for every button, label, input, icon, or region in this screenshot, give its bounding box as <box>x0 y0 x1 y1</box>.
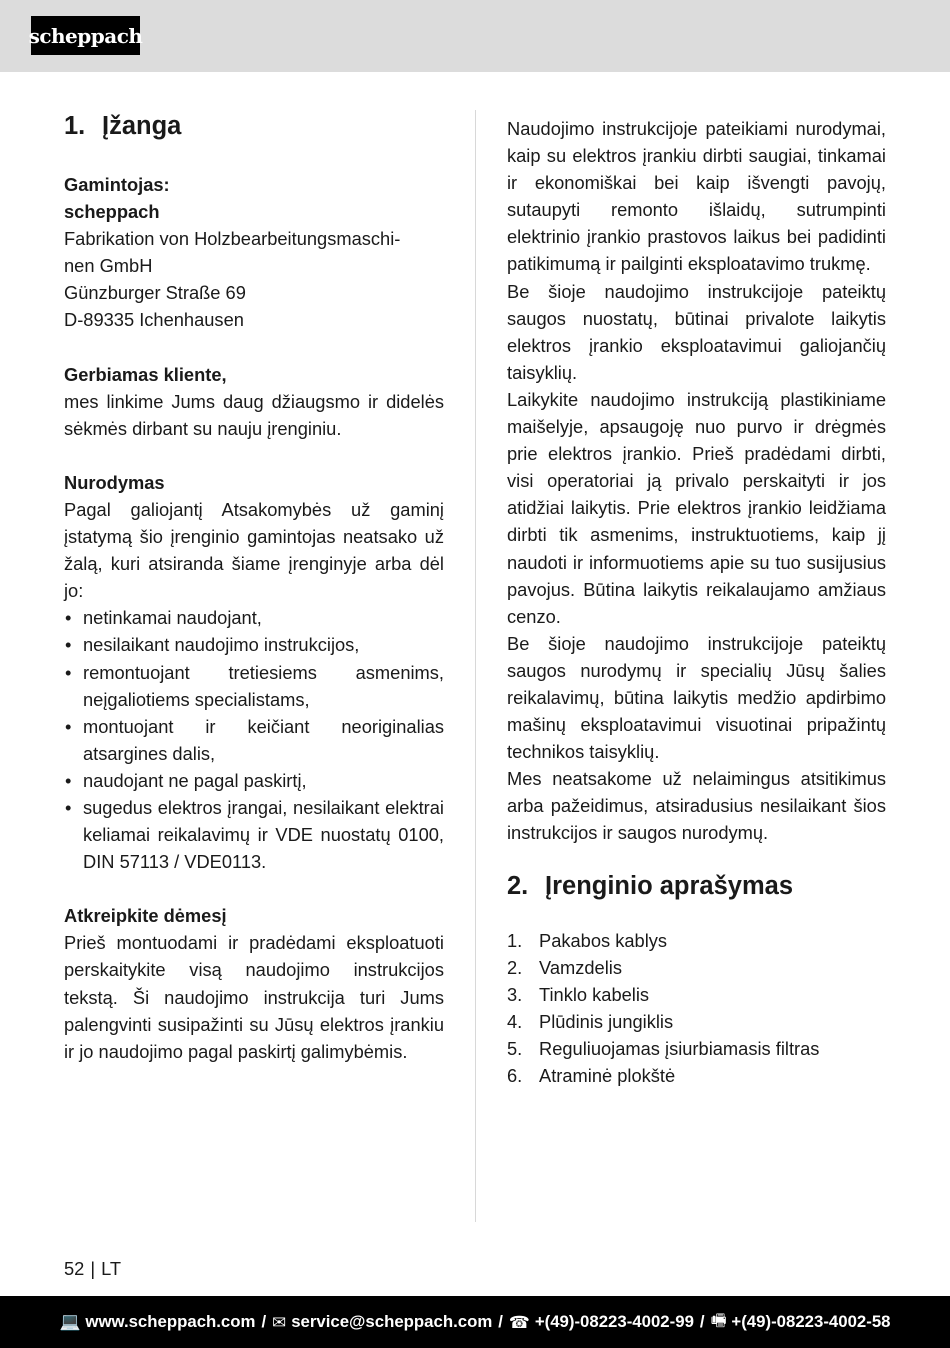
paragraph: Laikykite naudojimo instrukciją plastikiniame maišelyje, apsaugoję nuo purvo ir drėgmės prie elektros įrankio. Prieš pradėdami dirbti, visi operatoriai ją privalo perskaityti ir jos atidžiai laikytis. Prie elektros įrankio leidžiama dirbti tik asmenims, instruktuotiems, kaip jį naudoti ir informuotiems apie su tuo susijusius pavojus. Būtina laikytis reikalaujamo amžiaus cenzo. <box>507 388 886 627</box>
column-divider <box>475 110 476 1222</box>
right-column <box>507 0 886 1089</box>
contact-bar <box>0 1296 950 1348</box>
email-link[interactable]: service@scheppach.com <box>291 1312 493 1331</box>
note-text: Pagal galiojantį Atsakomybės už gaminį įstatymą šio įrenginio gamintojas neatsako už žalą, kuri atsiranda šiame įrenginyje arba dėl jo: <box>64 498 444 602</box>
section1-title: Įžanga <box>102 112 182 140</box>
item-label: Pakabos kablys <box>539 929 668 951</box>
item-label: Atraminė plokštė <box>539 1065 676 1086</box>
contact-separator: / <box>261 1312 267 1331</box>
phone-number: +(49)-08223-4002-99 <box>534 1312 694 1331</box>
manufacturer-name: scheppach <box>64 201 160 223</box>
note-heading: Nurodymas <box>64 471 165 493</box>
item-label: Reguliuojamas įsiurbiamasis filtras <box>539 1037 820 1059</box>
item-number: 5. <box>507 1037 523 1059</box>
scheppach-logo: scheppach <box>31 16 140 55</box>
address-line: nen GmbH <box>64 255 153 277</box>
address-line: Günzburger Straße 69 <box>64 282 246 304</box>
list-item <box>507 1062 886 1089</box>
item-number: 3. <box>507 983 523 1005</box>
section1-heading <box>64 109 444 143</box>
manufacturer-block <box>64 171 444 334</box>
list-item <box>507 927 886 954</box>
list-item: • nesilaikant naudojimo instrukcijos, <box>64 631 444 658</box>
fax-number: +(49)-08223-4002-58 <box>731 1312 891 1331</box>
manufacturer-label: Gamintojas: <box>64 174 170 195</box>
attention-block <box>64 902 444 1065</box>
item-label: Plūdinis jungiklis <box>539 1010 674 1032</box>
attention-text: Prieš montuodami ir pradėdami eksploatuoti perskaitykite visą naudojimo instrukcijos tekstą. Ši naudojimo instrukcija turi Jums palengvinti susipažinti su Jūsų elektros įrankiu ir jo naudojimo pagal paskirtį galimybėmis. <box>64 932 444 1062</box>
item-number: 4. <box>507 1010 523 1032</box>
greeting-text: mes linkime Jums daug džiaugsmo ir didelės sėkmės dirbant su nauju įrenginiu. <box>64 390 444 439</box>
left-column <box>64 0 444 1065</box>
address-line: Fabrikation von Holzbearbeitungsmaschi- <box>64 228 401 250</box>
item-label: Tinklo kabelis <box>539 983 650 1005</box>
greeting-block <box>64 361 444 442</box>
note-bullet-list <box>64 604 444 875</box>
contact-separator: / <box>498 1312 503 1331</box>
list-item: • naudojant ne pagal paskirtį, <box>64 767 444 794</box>
list-item: • remontuojant tretiesiems asmenims, neįgaliotiems specialistams, <box>64 659 444 713</box>
fax-icon: 🖷 <box>710 1310 727 1330</box>
contact-separator: / <box>699 1312 705 1331</box>
website-link[interactable]: www.scheppach.com <box>85 1312 256 1331</box>
address-line: D-89335 Ichenhausen <box>64 309 244 331</box>
attention-heading: Atkreipkite dėmesį <box>64 905 227 927</box>
list-item <box>507 954 886 981</box>
section2-title: Įrenginio aprašymas <box>545 871 794 900</box>
note-block <box>64 469 444 875</box>
page-separator: | <box>90 1258 96 1279</box>
section2-number: 2. <box>507 871 529 900</box>
list-item: • sugedus elektros įrangai, nesilaikant elektrai keliamai reikalavimų ir VDE nuostatų 0100, DIN 57113 / VDE0113. <box>64 794 444 875</box>
paragraph: Mes neatsakome už nelaimingus atsitikimus arba pažeidimus, atsiradusius nesilaikant šios instrukcijos ir saugos nurodymų. <box>507 768 886 844</box>
parts-list <box>507 927 886 1090</box>
section1-number: 1. <box>64 112 86 140</box>
section2-heading <box>507 869 886 903</box>
language-code: LT <box>101 1258 122 1279</box>
intro-paragraphs <box>507 115 886 847</box>
item-label: Vamzdelis <box>539 956 622 978</box>
page-number: 52 <box>64 1258 85 1279</box>
item-number: 1. <box>507 929 523 951</box>
paragraph: Be šioje naudojimo instrukcijoje pateiktų saugos nuostatų, būtinai privalote laikytis elektros įrankio eksploatavimui galiojančių taisyklių. <box>507 280 886 383</box>
envelope-icon: ✉ <box>272 1312 287 1332</box>
telephone-icon: ☎ <box>508 1312 530 1332</box>
list-item: • montuojant ir keičiant neoriginalias atsargines dalis, <box>64 713 444 767</box>
item-number: 6. <box>507 1065 523 1086</box>
list-item: • netinkamai naudojant, <box>64 604 444 631</box>
greeting-heading: Gerbiamas kliente, <box>64 363 227 385</box>
page-number-footer <box>64 1255 121 1282</box>
item-number: 2. <box>507 956 523 978</box>
list-item <box>507 1035 886 1062</box>
list-item <box>507 1008 886 1035</box>
paragraph: Naudojimo instrukcijoje pateikiami nurodymai, kaip su elektros įrankiu dirbti saugiai, tinkamai ir ekonomiškai bei kaip išvengti pavojų, sutaupyti remonto išlaidų, sutrumpinti elektrinio įrankio prastovos laikus bei padidinti patikimumą ir pailginti eksploatavimo trukmę. <box>507 118 886 275</box>
paragraph: Be šioje naudojimo instrukcijoje pateiktų saugos nurodymų ir specialių Jūsų šalies reikalavimų, būtina laikytis medžio apdirbimo mašinų eksploatavimui visuotinai pripažintų technikos taisyklių. <box>507 632 886 763</box>
computer-icon: 💻 <box>59 1312 81 1331</box>
list-item <box>507 981 886 1008</box>
